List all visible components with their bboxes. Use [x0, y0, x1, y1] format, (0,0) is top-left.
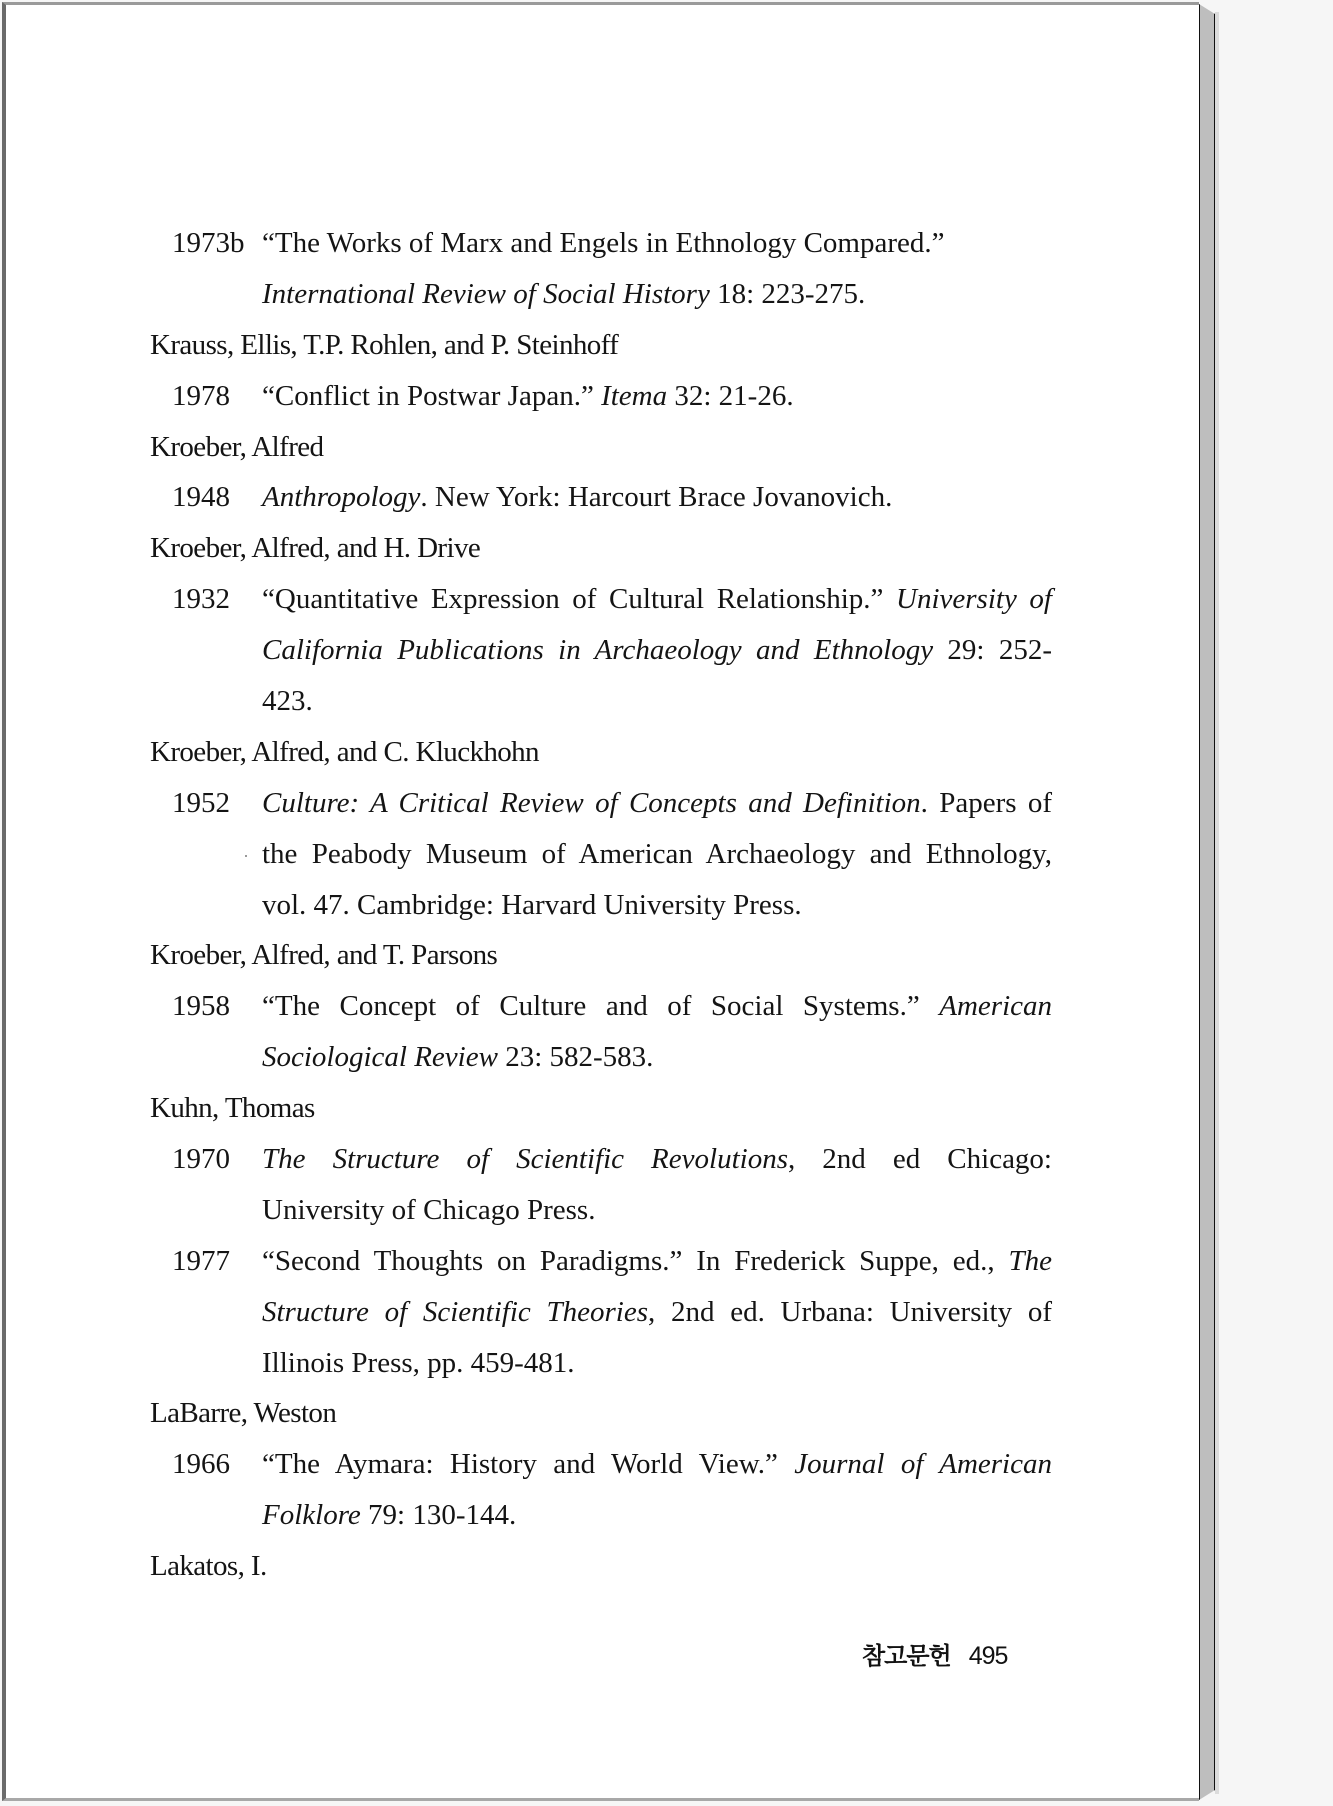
- reference-entry: [150, 1134, 1050, 1185]
- text-run: , 2nd ed. Urbana: University of: [648, 1295, 1053, 1328]
- reference-continuation: [150, 269, 1050, 320]
- text-run: “The Aymara: History and World View.”: [262, 1448, 795, 1481]
- italic-title: Folklore: [262, 1499, 361, 1532]
- reference-text: [262, 1185, 1052, 1236]
- text-run: “Conflict in Postwar Japan.”: [262, 379, 602, 412]
- reference-text: [262, 778, 1052, 829]
- italic-title: Journal of American: [794, 1448, 1052, 1481]
- reference-year: 1977: [172, 1244, 230, 1277]
- reference-text: [262, 625, 1052, 676]
- reference-entry: [150, 218, 1050, 269]
- reference-continuation: [150, 676, 1050, 727]
- reference-entry: [150, 981, 1050, 1032]
- text-run: University of Chicago Press.: [262, 1193, 596, 1226]
- italic-title: Itema: [601, 379, 668, 412]
- reference-list: [150, 218, 1053, 1592]
- italic-title: University of: [896, 583, 1052, 616]
- page-edge-shadow: [1215, 12, 1219, 1794]
- reference-continuation: [150, 880, 1050, 931]
- reference-author: Kroeber, Alfred, and C. Kluckhohn: [150, 735, 539, 768]
- italic-title: Culture: A Critical Review of Concepts and Definition: [262, 786, 921, 819]
- text-run: “The Works of Marx and Engels in Ethnology Compared.”: [262, 227, 945, 259]
- reference-entry: [150, 1439, 1050, 1490]
- reference-continuation: [150, 1185, 1050, 1236]
- text-run: 32: 21-26.: [667, 379, 794, 412]
- reference-entry: [150, 1236, 1050, 1287]
- reference-text: [262, 1134, 1052, 1185]
- reference-text: [262, 472, 1052, 523]
- reference-entry: [150, 574, 1050, 625]
- reference-text: [262, 1439, 1052, 1490]
- reference-text: [262, 371, 1052, 422]
- reference-year: 1952: [172, 786, 230, 819]
- text-run: 23: 582-583.: [497, 1041, 654, 1074]
- italic-title: Structure of Scientific Theories: [262, 1295, 648, 1328]
- reference-year: 1948: [172, 481, 230, 514]
- text-run: “Quantitative Expression of Cultural Relationship.”: [262, 583, 897, 616]
- italic-title: California Publications in Archaeology and Ethnology: [262, 634, 934, 667]
- reference-author: Kroeber, Alfred, and T. Parsons: [150, 939, 498, 972]
- page-footer: [862, 1636, 1007, 1671]
- text-run: . Papers of: [920, 786, 1052, 819]
- text-run: “The Concept of Culture and of Social Systems.”: [262, 990, 940, 1023]
- reference-text: [262, 1236, 1052, 1287]
- reference-continuation: [150, 1490, 1050, 1541]
- italic-title: International Review of Social History: [262, 277, 710, 310]
- reference-year: 1970: [172, 1143, 230, 1176]
- reference-year: 1932: [172, 583, 230, 616]
- text-run: 18: 223-275.: [709, 277, 866, 310]
- reference-author: Kuhn, Thomas: [150, 1092, 315, 1125]
- reference-text: [262, 829, 1052, 880]
- italic-title: Sociological Review: [262, 1041, 498, 1074]
- reference-text: [262, 574, 1052, 625]
- text-run: 29: 252-: [933, 634, 1052, 667]
- italic-title: American: [939, 990, 1052, 1023]
- reference-text: [262, 880, 1052, 931]
- reference-entry: [150, 371, 1050, 422]
- text-run: the Peabody Museum of American Archaeology and Ethnology,: [262, 837, 1052, 870]
- text-run: . New York: Harcourt Brace Jovanovich.: [420, 481, 893, 514]
- reference-continuation: [150, 1032, 1050, 1083]
- reference-year: 1978: [172, 379, 230, 412]
- reference-author: Krauss, Ellis, T.P. Rohlen, and P. Steinhoff: [150, 328, 619, 361]
- reference-text: [262, 1338, 1052, 1389]
- text-run: vol. 47. Cambridge: Harvard University Press.: [262, 888, 802, 921]
- reference-continuation: [150, 625, 1050, 676]
- reference-author: Kroeber, Alfred, and H. Drive: [150, 532, 481, 565]
- reference-text: [262, 676, 1052, 727]
- reference-year: 1958: [172, 990, 230, 1023]
- reference-continuation: [150, 829, 1050, 880]
- italic-title: The: [1008, 1244, 1052, 1277]
- page-edge: [1199, 4, 1215, 1800]
- italic-title: The Structure of Scientific Revolutions: [262, 1143, 788, 1176]
- text-run: “Second Thoughts on Paradigms.” In Frederick Suppe, ed.,: [262, 1244, 1009, 1277]
- reference-text: [262, 1287, 1052, 1338]
- reference-author: LaBarre, Weston: [150, 1397, 337, 1430]
- reference-year: 1973b: [172, 227, 245, 259]
- text-run: 79: 130-144.: [360, 1499, 517, 1532]
- italic-title: Anthropology: [262, 481, 421, 514]
- reference-author: Kroeber, Alfred: [150, 430, 324, 463]
- reference-text: [262, 981, 1052, 1032]
- reference-continuation: [150, 1287, 1053, 1338]
- reference-text: [262, 218, 1052, 269]
- reference-continuation: [150, 1338, 1050, 1389]
- reference-author: Lakatos, I.: [150, 1550, 267, 1583]
- reference-entry: [150, 472, 1050, 523]
- reference-entry: [150, 778, 1050, 829]
- reference-year: 1966: [172, 1448, 230, 1481]
- text-run: , 2nd ed Chicago:: [787, 1143, 1052, 1176]
- reference-text: [262, 269, 1052, 320]
- reference-text: [262, 1490, 1052, 1541]
- text-run: Illinois Press, pp. 459-481.: [262, 1346, 575, 1379]
- section-title: 참고문헌: [862, 1642, 951, 1670]
- reference-text: [262, 1032, 1052, 1083]
- page-number: 495: [968, 1642, 1008, 1670]
- text-run: 423.: [262, 685, 313, 718]
